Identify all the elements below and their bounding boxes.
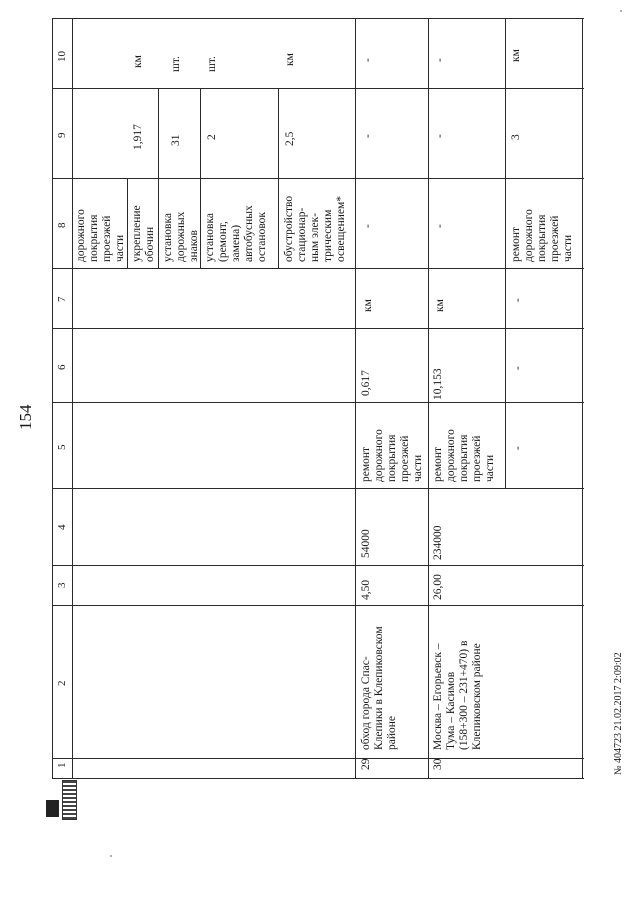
header-row-divider bbox=[72, 18, 73, 778]
row-30-col6: 10,153 bbox=[432, 368, 444, 400]
logo-stamp-icon bbox=[46, 800, 59, 817]
row-29-name: Клепики в Клепиковском bbox=[373, 626, 385, 750]
cont-sub-col8: трическим bbox=[322, 209, 334, 262]
cont-sub-col8: стационар- bbox=[296, 207, 308, 262]
row-30-name: Клепиковском районе bbox=[471, 643, 483, 750]
col-num: 3 bbox=[56, 582, 68, 588]
col-num: 8 bbox=[56, 222, 68, 228]
row-29-col4: 54000 bbox=[360, 529, 372, 558]
barcode-icon bbox=[62, 780, 77, 820]
cont-sub-col8: остановок bbox=[256, 211, 268, 262]
row-29-col5: ремонт bbox=[360, 446, 372, 482]
row-29-col5: покрытия bbox=[386, 434, 398, 482]
row-29-name: обход города Спас- bbox=[360, 656, 372, 750]
cont-sub-col8: дорожных bbox=[175, 211, 187, 262]
table-border-bottom bbox=[52, 778, 584, 779]
row-30-name: Тума – Касимов bbox=[445, 671, 457, 750]
cont-sub-col8: знаков bbox=[188, 230, 200, 262]
row-29-num: 29 bbox=[360, 758, 372, 770]
scan-speck bbox=[110, 855, 112, 857]
cont-sub-col8: обустройство bbox=[283, 195, 295, 262]
cont-col8-line: дорожного bbox=[75, 209, 87, 262]
row-30-sub-col8: части bbox=[562, 234, 574, 262]
row-29-col10: - bbox=[362, 58, 374, 62]
row-30-sub-col8: проезжей bbox=[549, 215, 561, 262]
cont-col8-line: проезжей bbox=[101, 215, 113, 262]
row-29-col5: дорожного bbox=[373, 429, 385, 482]
row-30-col5: проезжей bbox=[471, 435, 483, 482]
cont-sub-col10: шт. bbox=[206, 56, 218, 72]
row-divider bbox=[355, 18, 356, 778]
subrow-divider bbox=[200, 88, 201, 268]
row-30-name: Москва – Егорьевск – bbox=[432, 643, 444, 750]
scan-speck bbox=[620, 10, 622, 12]
cont-col8-line: части bbox=[114, 234, 126, 262]
table-border-left bbox=[52, 18, 53, 778]
row-29-col9: - bbox=[362, 134, 374, 138]
subrow-divider bbox=[127, 178, 128, 268]
row-30-col5: части bbox=[484, 454, 496, 482]
col-divider bbox=[52, 758, 584, 759]
col-num: 1 bbox=[56, 762, 68, 768]
row-30-col5: дорожного bbox=[445, 429, 457, 482]
cont-sub-col8: установка bbox=[204, 213, 216, 262]
col-divider bbox=[52, 565, 584, 566]
row-29-col6: 0,617 bbox=[360, 370, 372, 396]
cont-sub-col8: (ремонт, bbox=[217, 221, 229, 262]
row-30-sub-col7: - bbox=[512, 298, 524, 302]
col-num: 4 bbox=[56, 524, 68, 530]
row-30-col5: ремонт bbox=[432, 446, 444, 482]
row-30-name: (158+300 – 231+470) в bbox=[458, 640, 470, 750]
row-30-sub-col8: ремонт bbox=[510, 226, 522, 262]
cont-sub-col8: установка bbox=[162, 213, 174, 262]
col-num: 5 bbox=[56, 444, 68, 450]
cont-sub-col10: км bbox=[284, 53, 296, 66]
table-border-right bbox=[582, 18, 583, 778]
row-30-sub-col8: покрытия bbox=[536, 214, 548, 262]
col-divider bbox=[52, 605, 584, 606]
row-30-sub-col6: - bbox=[512, 366, 524, 370]
cont-sub-col8: автобусных bbox=[243, 205, 255, 262]
row-29-col7: км bbox=[362, 299, 374, 312]
col-num: 7 bbox=[56, 296, 68, 302]
page-number: 154 bbox=[16, 404, 35, 430]
cont-sub-col8: ным элек- bbox=[309, 212, 321, 262]
row-30-col10: - bbox=[434, 58, 446, 62]
row-30-sub-col10: км bbox=[510, 49, 522, 62]
cont-sub-col8: замена) bbox=[230, 224, 242, 262]
subrow-divider bbox=[158, 88, 159, 268]
subrow-divider bbox=[505, 18, 506, 488]
cont-sub-col9: 1,917 bbox=[132, 124, 144, 150]
row-30-col9: - bbox=[434, 134, 446, 138]
row-29-col5: проезжей bbox=[399, 435, 411, 482]
row-30-num: 30 bbox=[432, 758, 444, 770]
cont-sub-col8: обочин bbox=[144, 226, 156, 262]
row-29-name: районе bbox=[386, 715, 398, 750]
col-num: 2 bbox=[56, 680, 68, 686]
cont-col8-line: покрытия bbox=[88, 214, 100, 262]
cont-sub-col10: шт. bbox=[170, 56, 182, 72]
row-30-col7: км bbox=[434, 299, 446, 312]
row-30-col8: - bbox=[434, 224, 446, 228]
subrow-divider bbox=[278, 88, 279, 268]
col-num: 6 bbox=[56, 364, 68, 370]
row-29-col8: - bbox=[362, 224, 374, 228]
row-29-col3: 4,50 bbox=[360, 579, 372, 600]
row-30-sub-col8: дорожного bbox=[523, 209, 535, 262]
cont-sub-col8: освещением* bbox=[335, 195, 347, 262]
row-29-col5: части bbox=[412, 454, 424, 482]
row-30-col4: 234000 bbox=[432, 525, 444, 560]
cont-sub-col10: км bbox=[132, 55, 144, 68]
cont-sub-col9: 2 bbox=[206, 134, 218, 140]
cont-sub-col8: укрепление bbox=[131, 205, 143, 262]
document-stamp-text: № 404723 21.02.2017 2:09:02 bbox=[613, 652, 624, 775]
col-num: 9 bbox=[56, 132, 68, 138]
row-30-sub-col5: - bbox=[512, 446, 524, 450]
cont-sub-col9: 31 bbox=[170, 134, 182, 146]
row-30-col5: покрытия bbox=[458, 434, 470, 482]
row-30-col3: 26,00 bbox=[432, 574, 444, 600]
col-num: 10 bbox=[56, 51, 68, 62]
row-30-sub-col9: 3 bbox=[510, 134, 522, 140]
subrow-divider bbox=[505, 488, 580, 489]
cont-sub-col9: 2,5 bbox=[284, 131, 296, 146]
row-divider bbox=[428, 18, 429, 778]
